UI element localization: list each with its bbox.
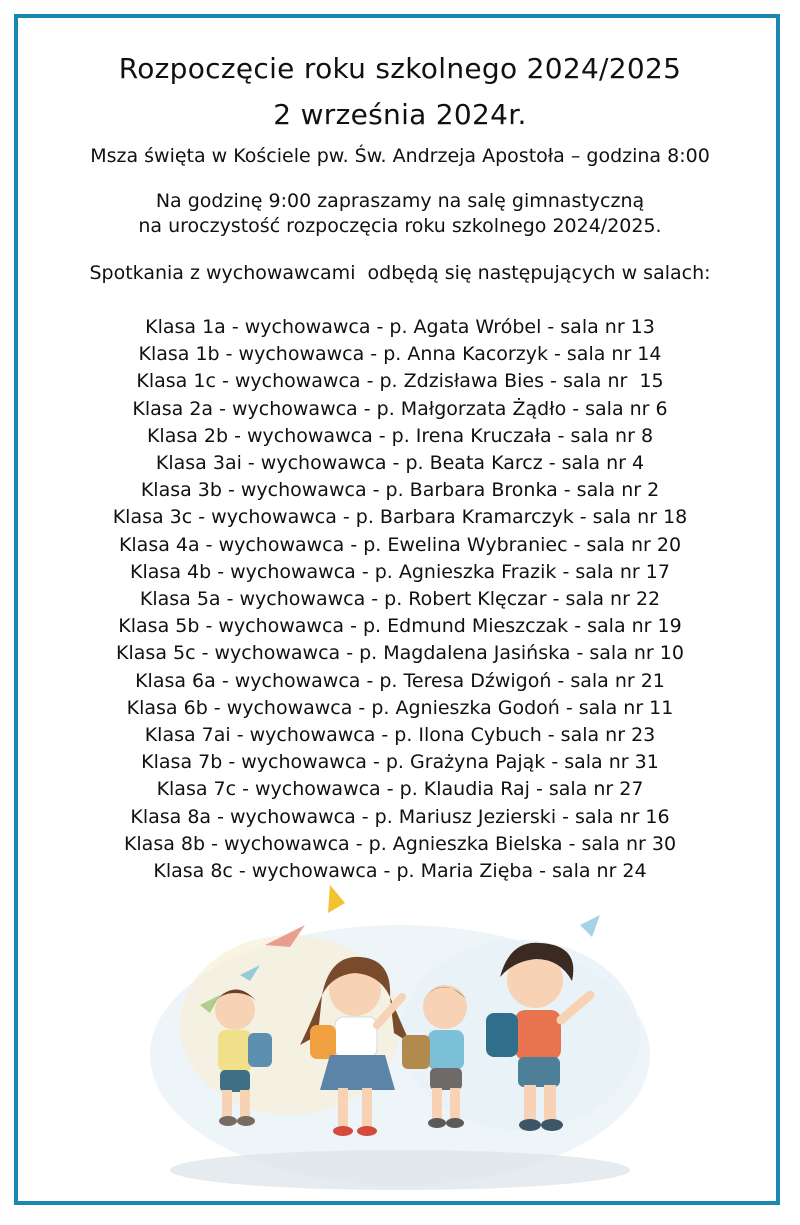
- event-date: 2 września 2024r.: [273, 98, 527, 131]
- class-item: Klasa 6a - wychowawca - p. Teresa Dźwigoń - sala nr 21: [135, 669, 665, 692]
- class-item: Klasa 4b - wychowawca - p. Agnieszka Frazik - sala nr 17: [130, 560, 670, 583]
- mass-info: Msza święta w Kościele pw. Św. Andrzeja Apostoła – godzina 8:00: [90, 145, 710, 167]
- class-item: Klasa 6b - wychowawca - p. Agnieszka Godoń - sala nr 11: [126, 696, 674, 719]
- class-item: Klasa 3c - wychowawca - p. Barbara Kramarczyk - sala nr 18: [112, 506, 688, 529]
- class-item: Klasa 7b - wychowawca - p. Grażyna Pająk - sala nr 31: [141, 751, 659, 774]
- class-item: Klasa 2b - wychowawca - p. Irena Kruczała - sala nr 8: [146, 424, 654, 447]
- class-item: Klasa 5a - wychowawca - p. Robert Klęczar - sala nr 22: [139, 588, 661, 611]
- class-item: Klasa 7ai - wychowawca - p. Ilona Cybuch - sala nr 23: [144, 724, 656, 747]
- class-item: Klasa 2a - wychowawca - p. Małgorzata Żądło - sala nr 6: [132, 397, 668, 420]
- class-item: Klasa 1a - wychowawca - p. Agata Wróbel - sala nr 13: [145, 316, 655, 338]
- class-item: Klasa 1b - wychowawca - p. Anna Kacorzyk - sala nr 14: [138, 343, 662, 366]
- class-item: Klasa 4a - wychowawca - p. Ewelina Wybraniec - sala nr 20: [118, 533, 682, 556]
- meetings-heading: Spotkania z wychowawcami odbędą się następujących w salach:: [89, 262, 711, 284]
- class-item: Klasa 1c - wychowawca - p. Zdzisława Bies - sala nr 15: [136, 370, 664, 393]
- class-item: Klasa 8a - wychowawca - p. Mariusz Jezierski - sala nr 16: [130, 805, 670, 828]
- class-item: Klasa 3b - wychowawca - p. Barbara Bronka - sala nr 2: [140, 479, 660, 502]
- class-item: Klasa 7c - wychowawca - p. Klaudia Raj - sala nr 27: [156, 778, 644, 801]
- class-list: [0, 314, 800, 885]
- invitation-line-2: na uroczystość rozpoczęcia roku szkolnego 2024/2025.: [138, 215, 662, 237]
- running-children-illustration: [140, 885, 660, 1195]
- class-item: Klasa 8b - wychowawca - p. Agnieszka Bielska - sala nr 30: [123, 832, 677, 855]
- class-item: Klasa 5b - wychowawca - p. Edmund Mieszczak - sala nr 19: [118, 615, 682, 638]
- class-item: Klasa 3ai - wychowawca - p. Beata Karcz - sala nr 4: [155, 452, 645, 475]
- class-item: Klasa 8c - wychowawca - p. Maria Zięba - sala nr 24: [153, 860, 647, 883]
- class-item: Klasa 5c - wychowawca - p. Magdalena Jasińska - sala nr 10: [116, 642, 684, 665]
- invitation-line-1: Na godzinę 9:00 zapraszamy na salę gimnastyczną: [155, 190, 645, 212]
- page-title: Rozpoczęcie roku szkolnego 2024/2025: [118, 52, 682, 85]
